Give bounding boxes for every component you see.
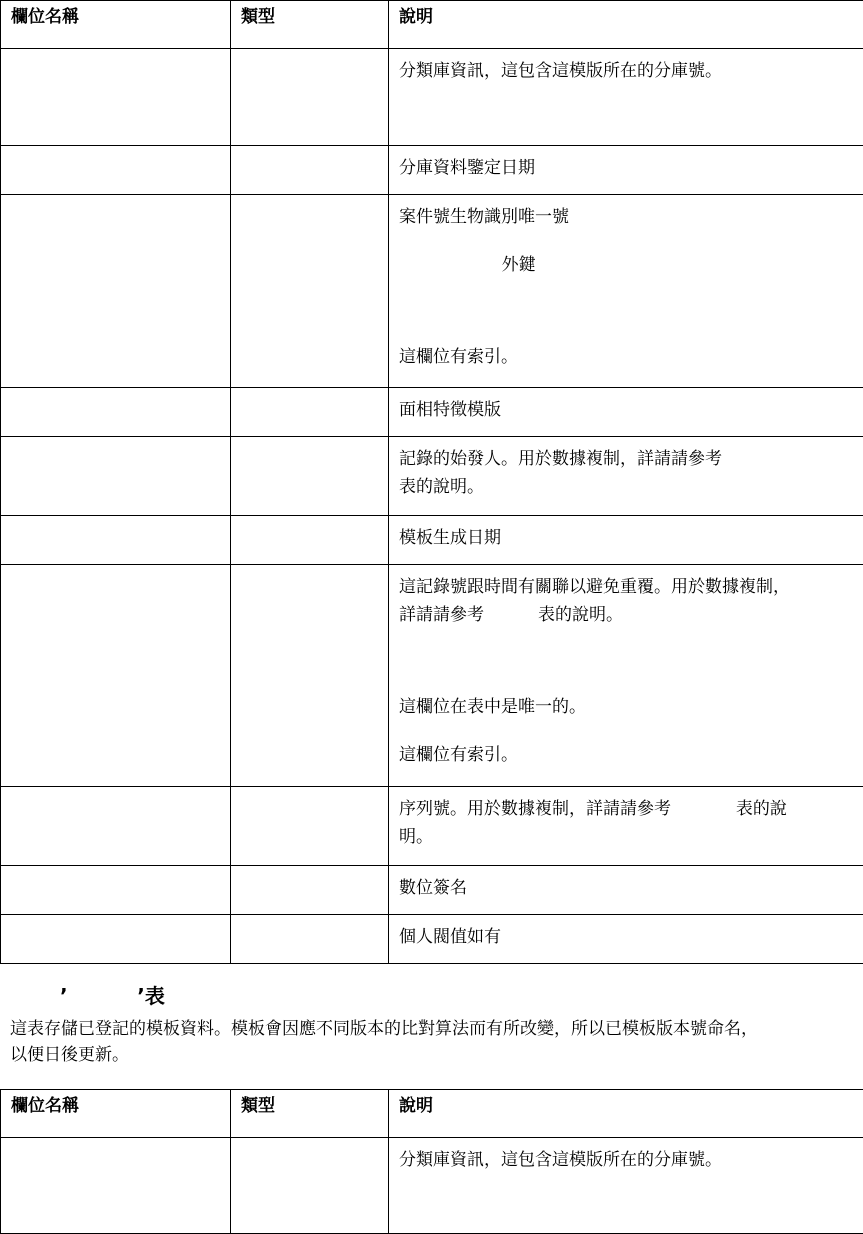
field-name-cell <box>1 437 231 516</box>
header-field-name: 欄位名稱 <box>1 1 231 49</box>
field-name-cell <box>1 516 231 565</box>
field-name-cell <box>1 1138 231 1234</box>
description-cell <box>389 915 863 964</box>
description-cell <box>389 49 863 146</box>
table-row <box>1 146 863 195</box>
description-cell <box>389 516 863 565</box>
description-line: 面相特徵模版 <box>399 396 853 424</box>
field-name-cell <box>1 49 231 146</box>
description-line: 這欄位在表中是唯一的。 <box>399 693 853 721</box>
description-line: 詳請請參考 表的說明。 <box>399 601 853 629</box>
type-cell <box>231 49 389 146</box>
fields-table-2 <box>0 1089 863 1234</box>
table-row <box>1 437 863 516</box>
field-name-cell <box>1 388 231 437</box>
field-name-cell <box>1 866 231 915</box>
table-header-row <box>1 1090 863 1138</box>
type-cell <box>231 1138 389 1234</box>
field-name-cell <box>1 787 231 866</box>
type-cell <box>231 516 389 565</box>
table-row <box>1 49 863 146</box>
table-row <box>1 915 863 964</box>
description-line: 這欄位有索引。 <box>399 343 853 371</box>
header-type: 類型 <box>231 1090 389 1138</box>
type-cell <box>231 915 389 964</box>
description-cell <box>389 866 863 915</box>
description-line: 序列號。用於數據複制，詳請請參考 表的說 <box>399 795 853 823</box>
table-row <box>1 388 863 437</box>
description-line: 數位簽名 <box>399 874 853 902</box>
field-name-cell <box>1 565 231 787</box>
description-cell <box>389 146 863 195</box>
section-heading: ’ ’表 <box>60 982 165 1010</box>
type-cell <box>231 866 389 915</box>
description-cell <box>389 565 863 787</box>
header-type: 類型 <box>231 1 389 49</box>
type-cell <box>231 437 389 516</box>
table-row <box>1 866 863 915</box>
type-cell <box>231 787 389 866</box>
description-cell <box>389 437 863 516</box>
description-line: 分庫資料鑒定日期 <box>399 154 853 182</box>
paragraph-line: 以便日後更新。 <box>10 1042 863 1068</box>
description-line: 這記錄號跟時間有關聯以避免重覆。用於數據複制， <box>399 573 853 601</box>
field-name-cell <box>1 146 231 195</box>
table-row <box>1 565 863 787</box>
description-line: 明。 <box>399 823 853 851</box>
table-row <box>1 195 863 388</box>
table-row <box>1 516 863 565</box>
description-line: 模板生成日期 <box>399 524 853 552</box>
description-line: 分類庫資訊，這包含這模版所在的分庫號。 <box>399 1146 853 1174</box>
field-name-cell <box>1 915 231 964</box>
description-line: 記錄的始發人。用於數據複制，詳請請參考 <box>399 445 853 473</box>
description-cell <box>389 1138 863 1234</box>
type-cell <box>231 388 389 437</box>
description-line: 外鍵 <box>399 251 853 279</box>
description-cell <box>389 195 863 388</box>
description-line: 這欄位有索引。 <box>399 741 853 769</box>
description-cell <box>389 787 863 866</box>
section-paragraph <box>10 1016 863 1068</box>
table-row <box>1 787 863 866</box>
header-description: 說明 <box>389 1 863 49</box>
header-description: 說明 <box>389 1090 863 1138</box>
type-cell <box>231 146 389 195</box>
description-cell <box>389 388 863 437</box>
field-name-cell <box>1 195 231 388</box>
description-line: 個人閥值如有 <box>399 923 853 951</box>
description-line: 分類庫資訊，這包含這模版所在的分庫號。 <box>399 57 853 85</box>
type-cell <box>231 565 389 787</box>
table-header-row <box>1 1 863 49</box>
type-cell <box>231 195 389 388</box>
header-field-name: 欄位名稱 <box>1 1090 231 1138</box>
table-row <box>1 1138 863 1234</box>
description-line: 案件號生物識別唯一號 <box>399 203 853 231</box>
paragraph-line: 這表存儲已登記的模板資料。模板會因應不同版本的比對算法而有所改變，所以已模板版本號命名， <box>10 1016 863 1042</box>
description-line: 表的說明。 <box>399 473 853 501</box>
